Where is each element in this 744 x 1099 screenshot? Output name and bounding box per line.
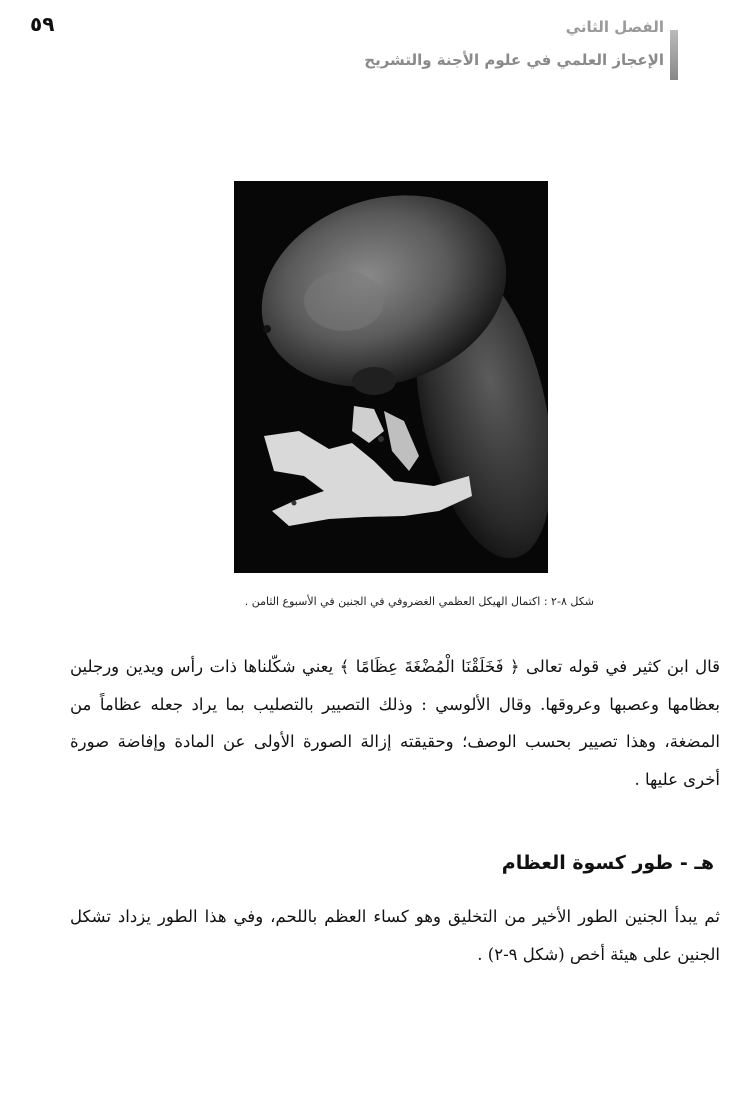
header-decoration-bar [670, 30, 678, 80]
body-paragraph-2: ثم يبدأ الجنين الطور الأخير من التخليق وهو كساء العظم باللحم، وفي هذا الطور يزداد تشكل الجنين على هيئة أخص (شكل ٩-٢) . [70, 907, 720, 964]
body-paragraph-1: قال ابن كثير في قوله تعالى ﴿ فَخَلَقْنَا الْمُضْغَةَ عِظَامًا ﴾ يعني شكّلناها ذات رأس ويدين ورجلين بعظامها وعصبها وعروقها. وقال الألوسي : وذلك التصيير بالتصليب بما يراد جعله عظاماً من المضغة، وهذا تصيير بحسب الوصف؛ وحقيقته إزالة الصورة الأولى عن المادة وإفاضة صورة أخرى عليها . [70, 657, 720, 789]
running-header [244, 16, 664, 74]
embryo-photo [234, 181, 548, 573]
section-heading: هـ - طور كسوة العظام [501, 852, 714, 874]
page-number: ٥٩ [30, 12, 55, 36]
embryo-illustration [234, 181, 548, 573]
figure-caption: شكل ٨-٢ : اكتمال الهيكل العظمي الغضروفي في الجنين في الأسبوع الثامن . [244, 595, 594, 608]
chapter-title: الفصل الثاني [565, 18, 664, 36]
chapter-subtitle: الإعجاز العلمي في علوم الأجنة والتشريح [364, 51, 664, 69]
